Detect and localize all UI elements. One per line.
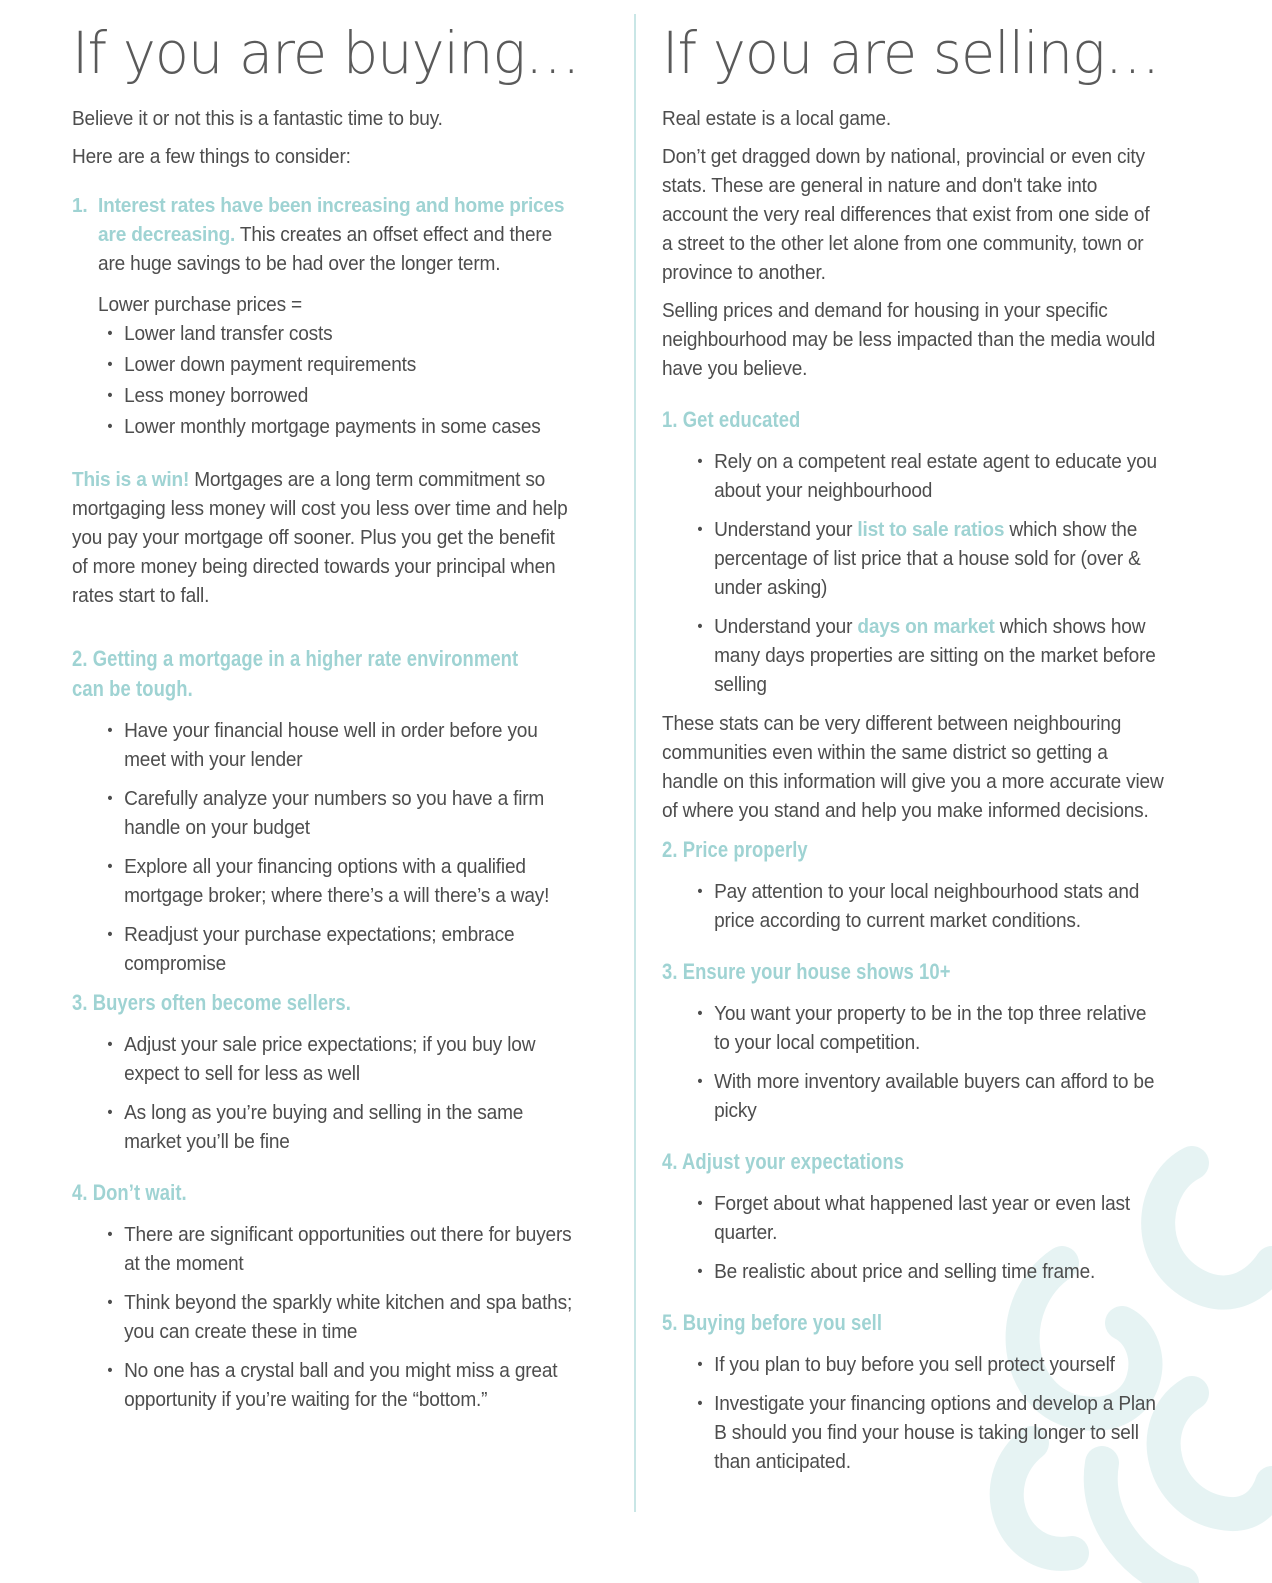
buying-title: If you are buying…	[72, 19, 580, 87]
text: Understand your	[714, 615, 858, 638]
selling-p4: These stats can be very different between neighbouring communities even within the same district so getting a handle on this information will give you a more accurate view of where you stand and help you make informed decisions.	[662, 712, 1164, 822]
list-item	[688, 515, 1164, 602]
text: which shows how many days properties are sitting on the market before selling	[714, 615, 1156, 696]
list-item: • No one has a crystal ball and you might miss a great opportunity if you’re waiting for the “bottom.”	[98, 1356, 574, 1414]
list-item: • With more inventory available buyers can afford to be picky	[688, 1067, 1164, 1125]
list-item	[688, 612, 1164, 699]
buying-heading-4: 4. Don’t wait.	[72, 1180, 187, 1205]
text: Understand your	[714, 518, 858, 541]
buying-column	[72, 0, 612, 1424]
selling-heading-3: 3. Ensure your house shows 10+	[662, 959, 951, 984]
selling-list-3	[662, 999, 1164, 1125]
selling-column	[662, 0, 1202, 1486]
text: which show the percentage of list price that a house sold for (over & under asking)	[714, 518, 1141, 599]
list-item: • Adjust your sale price expectations; if you buy low expect to sell for less as well	[98, 1030, 574, 1088]
list-item: • Investigate your financing options and develop a Plan B should you find your house is taking longer to sell than anticipated.	[688, 1389, 1164, 1476]
buying-list-2	[72, 716, 574, 978]
selling-heading-1: 1. Get educated	[662, 407, 801, 432]
selling-list-2	[662, 877, 1164, 935]
selling-p1: Real estate is a local game.	[662, 107, 891, 130]
list-to-sale-highlight: list to sale ratios	[857, 518, 1005, 541]
list-item: • Readjust your purchase expectations; embrace compromise	[98, 920, 574, 978]
selling-list-5	[662, 1350, 1164, 1476]
list-item: • There are significant opportunities out there for buyers at the moment	[98, 1220, 574, 1278]
buying-intro-1: Believe it or not this is a fantastic time to buy.	[72, 107, 443, 130]
selling-heading-5: 5. Buying before you sell	[662, 1310, 883, 1335]
item-1-heading: Interest rates have been increasing and home prices are decreasing.	[98, 194, 565, 246]
list-item: • Lower down payment requirements	[98, 350, 574, 379]
selling-p3: Selling prices and demand for housing in your specific neighbourhood may be less impacted than the media would have you believe.	[662, 299, 1156, 380]
item-1-text: This creates an offset effect and there are huge savings to be had over the longer term.	[98, 223, 553, 275]
list-item: • Rely on a competent real estate agent to educate you about your neighbourhood	[688, 447, 1164, 505]
buying-list-4	[72, 1220, 574, 1414]
buying-list-3	[72, 1030, 574, 1156]
win-paragraph	[72, 465, 574, 610]
selling-p2: Don’t get dragged down by national, provincial or even city stats. These are general in nature and don't take into account the very real differences that exist from one side of a street to the other let alone from one community, town or province to another.	[662, 145, 1150, 284]
selling-title: If you are selling…	[662, 19, 1160, 87]
selling-list-1	[662, 447, 1164, 699]
buying-heading-2: 2. Getting a mortgage in a higher rate environment can be tough.	[72, 646, 519, 701]
list-item: • Lower land transfer costs	[98, 319, 574, 348]
lower-prices-list	[98, 319, 574, 441]
buying-intro-2: Here are a few things to consider:	[72, 145, 351, 168]
column-divider	[634, 14, 636, 1512]
list-item: • Carefully analyze your numbers so you have a firm handle on your budget	[98, 784, 574, 842]
selling-heading-2: 2. Price properly	[662, 837, 808, 862]
buying-heading-3: 3. Buyers often become sellers.	[72, 990, 351, 1015]
lower-prices-label: Lower purchase prices =	[98, 293, 303, 316]
buying-item-1	[72, 191, 574, 443]
list-item: • If you plan to buy before you sell protect yourself	[688, 1350, 1164, 1379]
list-item: • Have your financial house well in order before you meet with your lender	[98, 716, 574, 774]
list-item: • Be realistic about price and selling time frame.	[688, 1257, 1164, 1286]
list-item: • You want your property to be in the top three relative to your local competition.	[688, 999, 1164, 1057]
win-text: Mortgages are a long term commitment so mortgaging less money will cost you less over time and help you pay your mortgage off sooner. Plus you get the benefit of more money being directed towards your principal when rates start to fall.	[72, 468, 568, 607]
days-on-market-highlight: days on market	[857, 615, 995, 638]
list-item: • As long as you’re buying and selling in the same market you’ll be fine	[98, 1098, 574, 1156]
list-item: • Explore all your financing options with a qualified mortgage broker; where there’s a will there’s a way!	[98, 852, 574, 910]
item-number: 1.	[72, 194, 88, 217]
selling-heading-4: 4. Adjust your expectations	[662, 1149, 905, 1174]
list-item: • Pay attention to your local neighbourhood stats and price according to current market conditions.	[688, 877, 1164, 935]
selling-list-4	[662, 1189, 1164, 1286]
list-item: • Less money borrowed	[98, 381, 574, 410]
win-heading: This is a win!	[72, 468, 190, 491]
list-item: • Forget about what happened last year or even last quarter.	[688, 1189, 1164, 1247]
list-item: • Lower monthly mortgage payments in some cases	[98, 412, 574, 441]
list-item: • Think beyond the sparkly white kitchen and spa baths; you can create these in time	[98, 1288, 574, 1346]
